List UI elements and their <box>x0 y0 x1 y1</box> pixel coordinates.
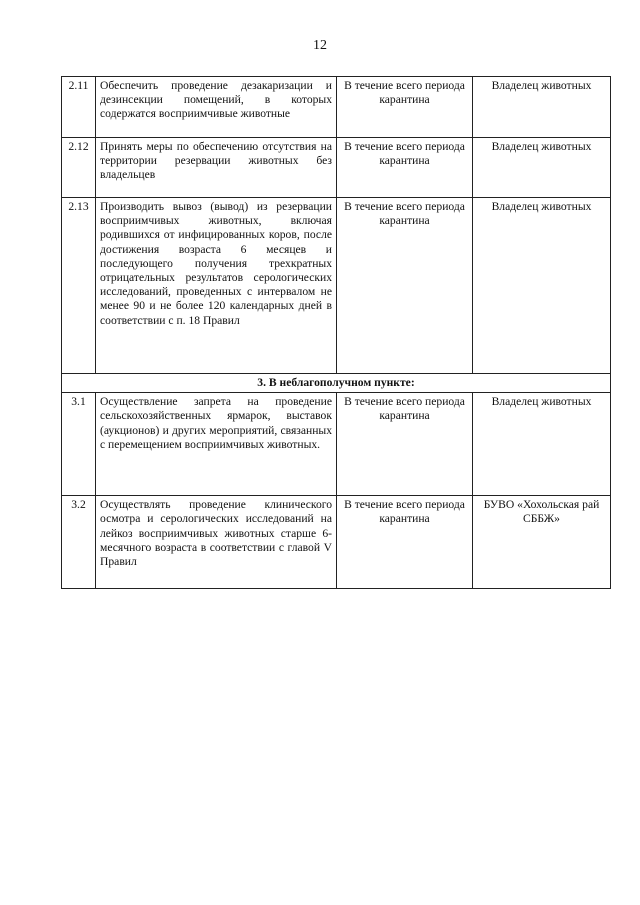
row-term: В течение всего периода карантина <box>337 77 473 138</box>
row-number: 2.12 <box>62 138 96 198</box>
row-term: В течение всего периода карантина <box>337 138 473 198</box>
row-action: Обеспечить проведение дезакаризации и дезинсекции помещений, в которых содержатся восприимчивые животные <box>96 77 337 138</box>
row-action: Производить вывоз (вывод) из резервации восприимчивых животных, включая родившихся от инфицированных коров, после достижения возраста 6 месяцев и последующего получения трехкратных отрицательных результатов серологических исследований, проведенных с интервалом не менее 90 и не более 120 календарных дней в соответствии с п. 18 Правил <box>96 198 337 374</box>
table-row <box>62 138 611 198</box>
row-responsible: Владелец животных <box>473 198 611 374</box>
row-term: В течение всего периода карантина <box>337 198 473 374</box>
row-action: Принять меры по обеспечению отсутствия на территории резервации животных без владельцев <box>96 138 337 198</box>
table-row <box>62 496 611 589</box>
table-row <box>62 77 611 138</box>
section-title: 3. В неблагополучном пункте: <box>62 374 611 393</box>
row-action: Осуществлять проведение клинического осмотра и серологических исследований на лейкоз восприимчивых животных старше 6-месячного возраста в соответствии с главой V Правил <box>96 496 337 589</box>
row-number: 3.1 <box>62 393 96 496</box>
page-number: 12 <box>313 38 327 53</box>
row-responsible: БУВО «Хохольская рай СББЖ» <box>473 496 611 589</box>
table-row <box>62 198 611 374</box>
row-number: 3.2 <box>62 496 96 589</box>
row-responsible: Владелец животных <box>473 77 611 138</box>
row-term: В течение всего периода карантина <box>337 496 473 589</box>
row-responsible: Владелец животных <box>473 138 611 198</box>
row-action: Осуществление запрета на проведение сельскохозяйственных ярмарок, выставок (аукционов) и других мероприятий, связанных с перемещением восприимчивых животных. <box>96 393 337 496</box>
row-number: 2.13 <box>62 198 96 374</box>
measures-table <box>61 76 611 589</box>
row-number: 2.11 <box>62 77 96 138</box>
table-row <box>62 393 611 496</box>
row-responsible: Владелец животных <box>473 393 611 496</box>
section-header-row <box>62 374 611 393</box>
row-term: В течение всего периода карантина <box>337 393 473 496</box>
